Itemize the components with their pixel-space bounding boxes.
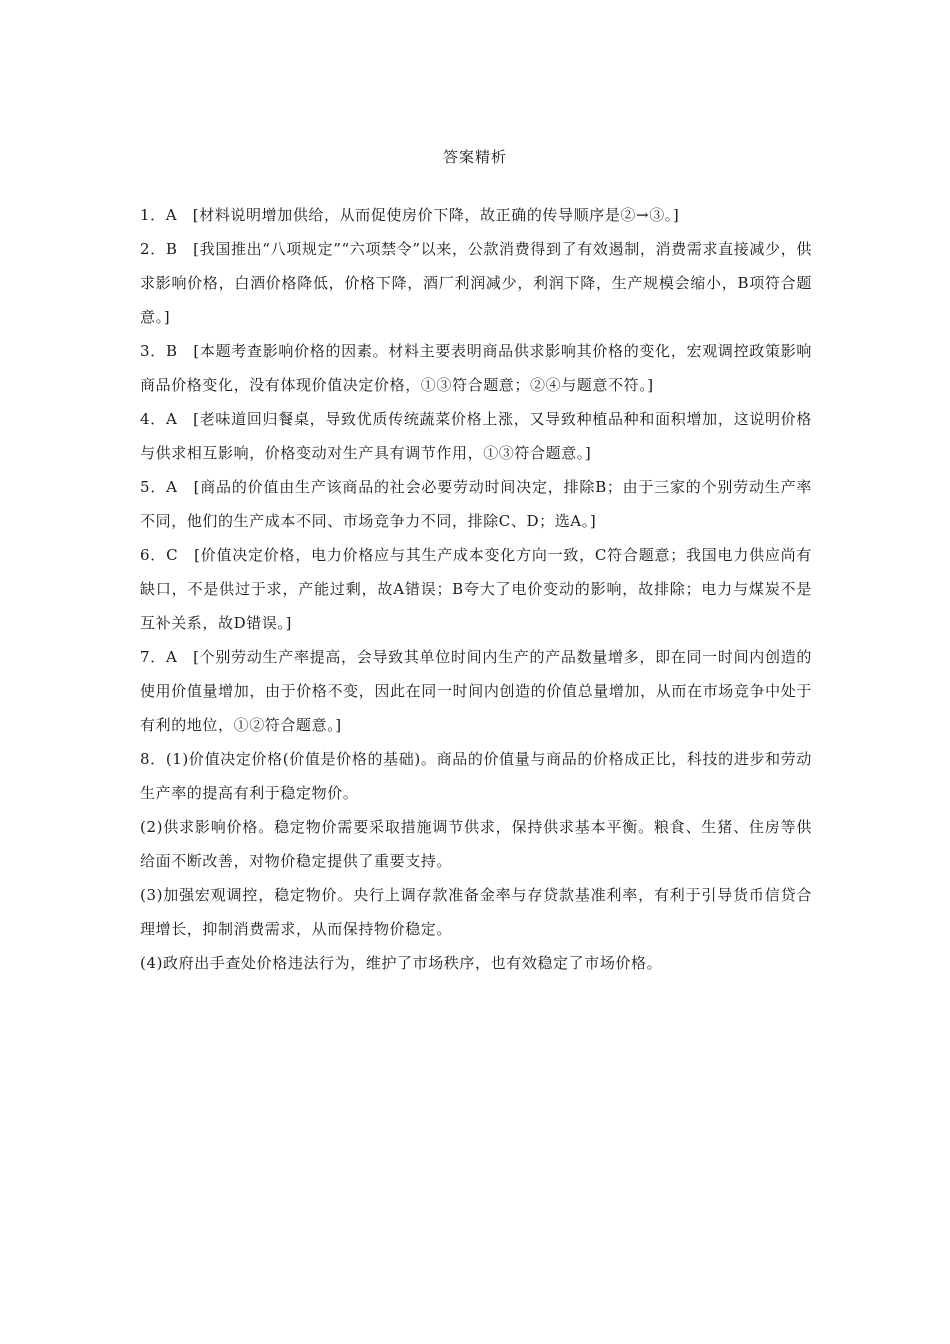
answer-item-4: 4．A [老味道回归餐桌，导致优质传统蔬菜价格上涨，又导致种植品种和面积增加，这说明价格与供求相互影响，价格变动对生产具有调节作用，①③符合题意。] <box>140 410 812 462</box>
answer-item-6: 6．C [价值决定价格，电力价格应与其生产成本变化方向一致，C符合题意；我国电力供应尚有缺口，不是供过于求，产能过剩，故A错误；B夸大了电价变动的影响，故排除；电力与煤炭不是互补关系，故D错误。] <box>140 546 812 632</box>
answer-item-8-part-2: (2)供求影响价格。稳定物价需要采取措施调节供求，保持供求基本平衡。粮食、生猪、住房等供给面不断改善，对物价稳定提供了重要支持。 <box>140 818 812 870</box>
answer-item-5: 5．A [商品的价值由生产该商品的社会必要劳动时间决定，排除B；由于三家的个别劳动生产率不同，他们的生产成本不同、市场竞争力不同，排除C、D；选A。] <box>140 478 812 530</box>
answer-item-8: 8．(1)价值决定价格(价值是价格的基础)。商品的价值量与商品的价格成正比，科技的进步和劳动生产率的提高有利于稳定物价。 <box>140 750 812 802</box>
answer-item-3: 3．B [本题考查影响价格的因素。材料主要表明商品供求影响其价格的变化，宏观调控政策影响商品价格变化，没有体现价值决定价格，①③符合题意；②④与题意不符。] <box>140 342 812 394</box>
answer-list <box>140 198 812 980</box>
page-title: 答案精析 <box>442 148 507 166</box>
answer-item-7: 7．A [个别劳动生产率提高，会导致其单位时间内生产的产品数量增多，即在同一时间内创造的使用价值量增加，由于价格不变，因此在同一时间内创造的价值总量增加，从而在市场竞争中处于有利的地位，①②符合题意。] <box>140 648 812 734</box>
answer-item-8-part-4: (4)政府出手查处价格违法行为，维护了市场秩序，也有效稳定了市场价格。 <box>140 954 663 972</box>
answer-item-2: 2．B [我国推出“八项规定”“六项禁令”以来，公款消费得到了有效遏制，消费需求直接减少，供求影响价格，白酒价格降低，价格下降，酒厂利润减少，利润下降，生产规模会缩小，B项符合题意。] <box>140 240 812 326</box>
answer-item-1: 1．A [材料说明增加供给，从而促使房价下降，故正确的传导顺序是②→③。] <box>140 206 680 224</box>
answer-item-8-part-3: (3)加强宏观调控，稳定物价。央行上调存款准备金率与存贷款基准利率，有利于引导货币信贷合理增长，抑制消费需求，从而保持物价稳定。 <box>140 886 812 938</box>
